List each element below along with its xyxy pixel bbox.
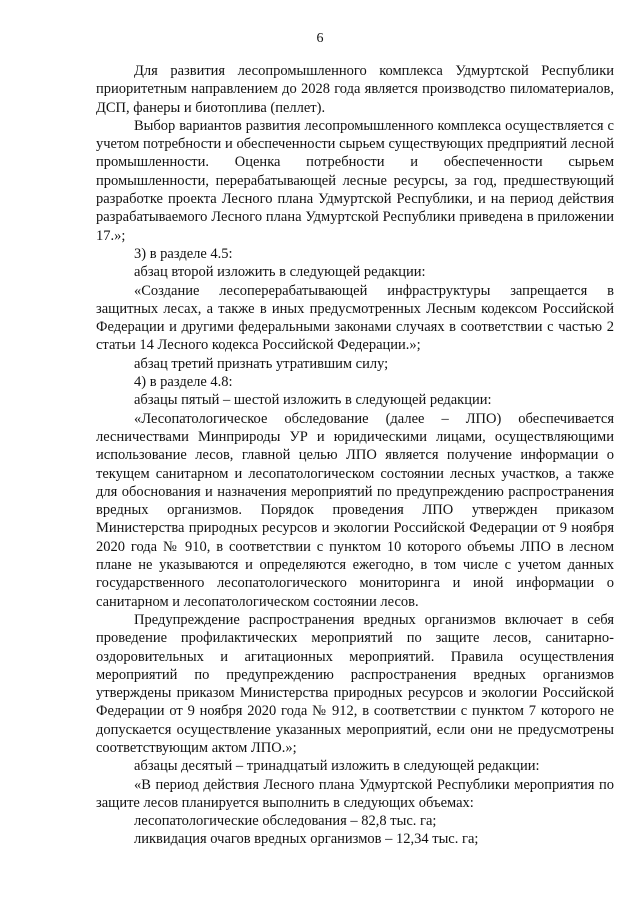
paragraph: Для развития лесопромышленного комплекса Удмуртской Республики приоритетным направлением до 2028 года является производство пиломатериалов, ДСП, фанеры и биотоплива (пеллет). [96,63,614,116]
page-number: 6 [316,31,324,46]
paragraph: Предупреждение распространения вредных организмов включает в себя проведение профилактических мероприятий по защите лесов, санитарно-оздоровительных и агитационных мероприятий. Правила осуществления мероприятий по предупреждению распространения вредных организмов утверждены приказом Министерства природных ресурсов и экологии Российской Федерации от 9 ноября 2020 года № 912, в соответствии с пунктом 7 которого не допускается осуществление указанных мероприятий, если они не предусмотрены соответствующим актом ЛПО.»; [96,611,614,756]
paragraph: абзац второй изложить в следующей редакции: [134,264,426,281]
paragraph: «Лесопатологическое обследование (далее – ЛПО) обеспечивается лесничествами Минприроды УР и юридическими лицами, осуществляющими использование лесов, главной целью ЛПО является получение информации о текущем санитарном и лесопатологическом состоянии лесных участков, а также для обоснования и назначения мероприятий по предупреждению распространения вредных организмов. Порядок проведения ЛПО утвержден приказом Министерства природных ресурсов и экологии Российской Федерации от 9 ноября 2020 года № 910, в соответствии с пунктом 10 которого объемы ЛПО в лесном плане не указываются и определяются ежегодно, в том числе с учетом данных государственного лесопатологического мониторинга и иной информации о санитарном и лесопатологическом состоянии лесов. [96,410,614,610]
paragraph: ликвидация очагов вредных организмов – 12,34 тыс. га; [134,831,479,848]
document-body [96,62,614,849]
paragraph: Выбор вариантов развития лесопромышленного комплекса осуществляется с учетом потребности и обеспеченности сырьем существующих предприятий лесной промышленности. Оценка потребности и обеспеченности сырьем промышленности, перерабатывающей лесные ресурсы, за год, предшествующий разработке проекта Лесного плана Удмуртской Республики, и на период действия разрабатываемого Лесного плана Удмуртской Республики приведена в приложении 17.»; [96,117,614,244]
paragraph: «Создание лесоперерабатывающей инфраструктуры запрещается в защитных лесах, а также в иных предусмотренных Лесным кодексом Российской Федерации и другими федеральными законами случаях в соответствии с частью 2 статьи 14 Лесного кодекса Российской Федерации.»; [96,282,614,354]
paragraph: абзацы десятый – тринадцатый изложить в следующей редакции: [134,758,540,775]
paragraph: «В период действия Лесного плана Удмуртской Республики мероприятия по защите лесов планируется выполнить в следующих объемах: [96,776,614,811]
paragraph: 3) в разделе 4.5: [134,245,233,262]
paragraph: абзац третий признать утратившим силу; [134,355,389,372]
paragraph: лесопатологические обследования – 82,8 тыс. га; [134,813,437,830]
paragraph: абзацы пятый – шестой изложить в следующей редакции: [134,392,492,409]
paragraph: 4) в разделе 4.8: [134,374,233,391]
